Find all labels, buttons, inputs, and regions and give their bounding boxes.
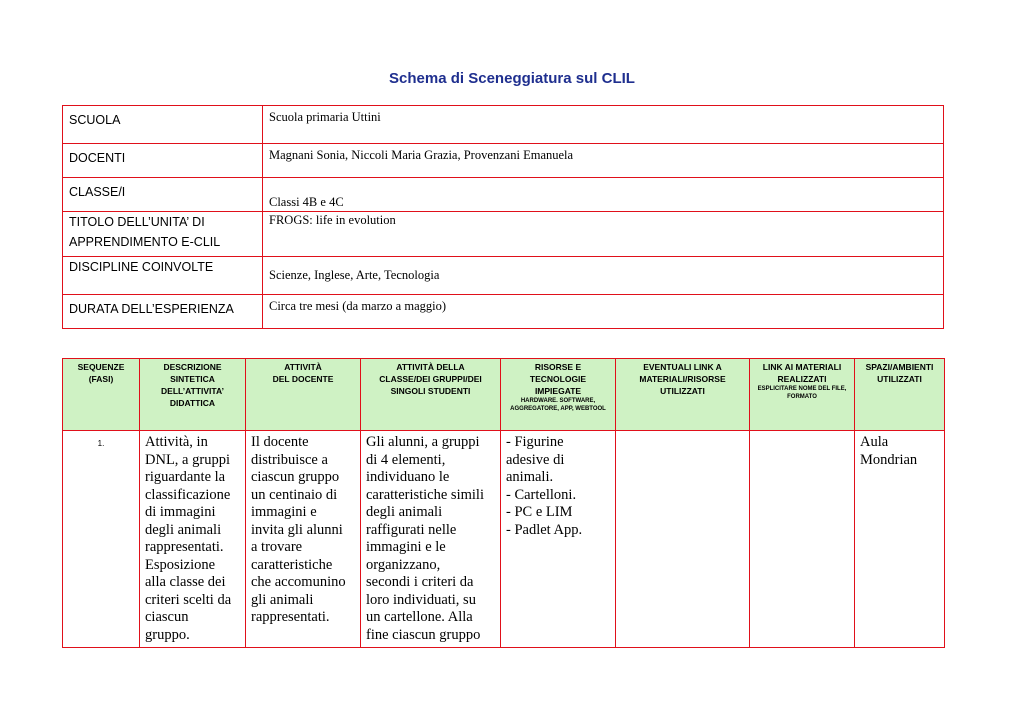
titolo-label-line-2: APPRENDIMENTO E-CLIL bbox=[69, 235, 221, 249]
titolo-label-line-1: TITOLO DELL’UNITA’ DI bbox=[69, 215, 205, 229]
header-link-risorse bbox=[616, 359, 750, 431]
header-link-materiali-line: REALIZZATI bbox=[777, 374, 827, 384]
header-attivita-docente bbox=[246, 359, 361, 431]
titolo-value: FROGS: life in evolution bbox=[263, 212, 944, 257]
cell-text-line: rappresentati. bbox=[145, 539, 224, 555]
plan-table bbox=[62, 358, 945, 648]
cell-text-line: rappresentati. bbox=[251, 609, 330, 625]
cell-text-line: Il docente bbox=[251, 434, 309, 450]
durata-label: DURATA DELL’ESPERIENZA bbox=[63, 295, 263, 329]
header-risorse-subline: AGGREGATORE, APP, WEBTOOL bbox=[510, 406, 606, 412]
header-attivita-classe-line: CLASSE/DEI GRUPPI/DEI bbox=[379, 374, 482, 384]
classe-value: Classi 4B e 4C bbox=[263, 178, 944, 212]
cell-text-line: alla classe dei bbox=[145, 574, 226, 590]
cell-text-line: Gli alunni, a gruppi bbox=[366, 434, 480, 450]
sequence-number: 1. bbox=[63, 431, 140, 648]
cell-attivita-docente bbox=[246, 431, 361, 648]
cell-text-line: distribuisce a bbox=[251, 451, 328, 468]
cell-attivita-classe bbox=[361, 431, 501, 648]
cell-text-line: Aula bbox=[860, 434, 889, 450]
header-descrizione-line: DESCRIZIONE bbox=[163, 362, 222, 372]
cell-text-line: riguardante la bbox=[145, 469, 226, 485]
cell-text-line: organizzano, bbox=[366, 556, 441, 573]
header-spazi-line: UTILIZZATI bbox=[877, 374, 922, 384]
header-sequenze-line: SEQUENZE bbox=[77, 362, 125, 372]
cell-text-line: Esposizione bbox=[145, 556, 216, 573]
cell-text-line: loro individuati, su bbox=[366, 591, 476, 608]
header-sequenze bbox=[63, 359, 140, 431]
cell-text-line: degli animali bbox=[366, 504, 443, 520]
row-scuola bbox=[63, 106, 944, 144]
cell-text-line: caratteristiche bbox=[251, 556, 333, 573]
header-descrizione bbox=[140, 359, 246, 431]
cell-text-line: Mondrian bbox=[860, 451, 918, 468]
cell-text-line: raffigurati nelle bbox=[366, 521, 457, 538]
cell-text-line: classificazione bbox=[145, 486, 231, 503]
cell-text-line: caratteristiche simili bbox=[366, 486, 484, 503]
document-title: Schema di Sceneggiatura sul CLIL bbox=[389, 70, 635, 87]
cell-text-line: di 4 elementi, bbox=[366, 451, 446, 468]
info-table bbox=[62, 105, 944, 329]
header-descrizione-line: DIDATTICA bbox=[169, 398, 216, 408]
header-link-materiali-line: LINK AI MATERIALI bbox=[762, 362, 842, 372]
cell-text-line: Attività, in bbox=[145, 434, 208, 450]
cell-text-line: immagini e le bbox=[366, 539, 446, 555]
cell-text-line: invita gli alunni bbox=[251, 521, 343, 538]
header-attivita-classe bbox=[361, 359, 501, 431]
docenti-value: Magnani Sonia, Niccoli Maria Grazia, Provenzani Emanuela bbox=[263, 144, 944, 178]
cell-text-line: immagini e bbox=[251, 504, 317, 520]
cell-text-line: gruppo. bbox=[145, 626, 190, 643]
cell-text-line: di immagini bbox=[145, 504, 216, 520]
plan-row-1 bbox=[63, 431, 945, 648]
cell-text-line: un centinaio di bbox=[251, 486, 338, 503]
cell-text-line: gli animali bbox=[251, 591, 314, 608]
row-durata bbox=[63, 295, 944, 329]
header-descrizione-line: SINTETICA bbox=[170, 374, 215, 384]
cell-text-line: individuano le bbox=[366, 469, 450, 485]
header-link-risorse-line: UTILIZZATI bbox=[660, 386, 705, 396]
cell-link-materiali bbox=[750, 431, 855, 648]
cell-text-line: che accomunino bbox=[251, 574, 346, 590]
header-link-materiali-subline: ESPLICITARE NOME DEL FILE, bbox=[757, 386, 847, 392]
cell-descrizione bbox=[140, 431, 246, 648]
cell-text-line: - Padlet App. bbox=[506, 521, 583, 538]
discipline-value: Scienze, Inglese, Arte, Tecnologia bbox=[263, 257, 944, 295]
header-risorse-line: TECNOLOGIE bbox=[529, 374, 587, 384]
titolo-label bbox=[63, 212, 263, 257]
cell-text-line: un cartellone. Alla bbox=[366, 609, 473, 625]
cell-text-line: secondi i criteri da bbox=[366, 574, 474, 590]
header-risorse-subline: HARDWARE. SOFTWARE, bbox=[520, 398, 596, 404]
row-docenti bbox=[63, 144, 944, 178]
header-link-materiali-subline: FORMATO bbox=[787, 394, 817, 400]
cell-text-line: criteri scelti da bbox=[145, 591, 232, 608]
row-titolo bbox=[63, 212, 944, 257]
cell-link-risorse bbox=[616, 431, 750, 648]
cell-text-line: ciascun gruppo bbox=[251, 469, 340, 485]
header-link-materiali bbox=[750, 359, 855, 431]
cell-text-line: degli animali bbox=[145, 521, 222, 538]
cell-text-line: - Cartelloni. bbox=[506, 486, 577, 503]
row-classe bbox=[63, 178, 944, 212]
cell-risorse bbox=[501, 431, 616, 648]
scuola-label: SCUOLA bbox=[63, 106, 263, 144]
scuola-value: Scuola primaria Uttini bbox=[263, 106, 944, 144]
header-descrizione-line: DELL’ATTIVITA’ bbox=[161, 386, 224, 396]
cell-text-line: - Figurine bbox=[506, 434, 564, 450]
header-spazi bbox=[855, 359, 945, 431]
discipline-label: DISCIPLINE COINVOLTE bbox=[63, 257, 263, 295]
header-link-risorse-line: EVENTUALI LINK A bbox=[643, 362, 722, 372]
cell-text-line: DNL, a gruppi bbox=[145, 451, 230, 468]
header-attivita-docente-line: DEL DOCENTE bbox=[272, 374, 334, 384]
header-risorse-line: IMPIEGATE bbox=[534, 386, 582, 396]
cell-text-line: animali. bbox=[506, 469, 554, 485]
header-risorse-line: RISORSE E bbox=[534, 362, 582, 372]
cell-spazi bbox=[855, 431, 945, 648]
plan-header-row bbox=[63, 359, 945, 431]
header-link-risorse-line: MATERIALI/RISORSE bbox=[639, 374, 726, 384]
header-sequenze-line: (FASI) bbox=[88, 374, 114, 384]
cell-text-line: ciascun bbox=[145, 609, 189, 625]
header-attivita-classe-line: ATTIVITÀ DELLA bbox=[396, 362, 465, 372]
cell-text-line: a trovare bbox=[251, 539, 303, 555]
header-attivita-docente-line: ATTIVITÀ bbox=[284, 362, 322, 372]
row-discipline bbox=[63, 257, 944, 295]
header-spazi-line: SPAZI/AMBIENTI bbox=[865, 362, 934, 372]
durata-value: Circa tre mesi (da marzo a maggio) bbox=[263, 295, 944, 329]
header-risorse bbox=[501, 359, 616, 431]
cell-text-line: fine ciascun gruppo bbox=[366, 626, 481, 643]
docenti-label: DOCENTI bbox=[63, 144, 263, 178]
header-attivita-classe-line: SINGOLI STUDENTI bbox=[390, 386, 471, 396]
cell-text-line: - PC e LIM bbox=[506, 504, 573, 520]
cell-text-line: adesive di bbox=[506, 451, 565, 468]
classe-label: CLASSE/I bbox=[63, 178, 263, 212]
